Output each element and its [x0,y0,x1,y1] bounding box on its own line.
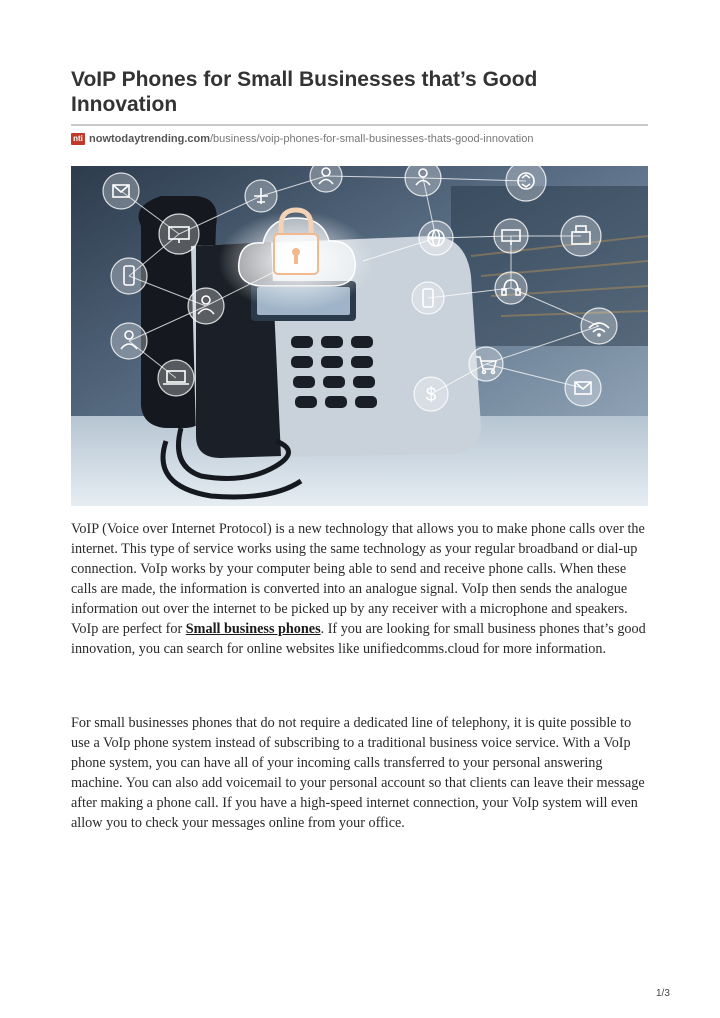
page-number: 1/3 [656,988,670,999]
paragraph-body: For small businesses phones that do not require a dedicated line of telephony, it is quite possible to use a VoIp phone system instead of subscribing to a traditional business voice service. With a VoIp phone system, you can have all of your incoming calls transferred to your personal answering machine. You can also add voicemail to your personal account so that clients can leave their message after making a phone call. If you have a high-speed internet connection, your VoIp system will even allow you to check your messages online from your office. [71,715,645,831]
site-favicon-icon: nti [71,133,85,145]
article-title: VoIP Phones for Small Businesses that’s Good Innovation [71,68,538,116]
source-line [71,132,533,146]
paragraph-intro-text: VoIP (Voice over Internet Protocol) is a new technology that allows you to make phone calls over the internet. This type of service works using the same technology as your regular broadband or dial-up connection. VoIp works by your computer being able to send and receive phone calls. When these calls are made, the information is converted into an analogue signal. VoIp then sends the analogue information out over the internet to be picked up by any receiver with a microphone and speakers. VoIp are perfect for [71,521,645,637]
title-divider [71,124,648,126]
paragraph-intro-text-after-link: . If you are looking for small business phones that’s good innovation, you can search for online websites like unifiedcomms.cloud for more information. [71,621,646,657]
paragraph-intro [71,519,648,659]
dollar-icon: $ [425,385,437,406]
small-business-phones-link[interactable]: Small business phones [185,621,321,637]
source-path[interactable]: /business/voip-phones-for-small-businesses-thats-good-innovation [210,133,534,145]
hero-image [71,166,648,506]
source-domain[interactable]: nowtodaytrending.com [89,133,210,145]
